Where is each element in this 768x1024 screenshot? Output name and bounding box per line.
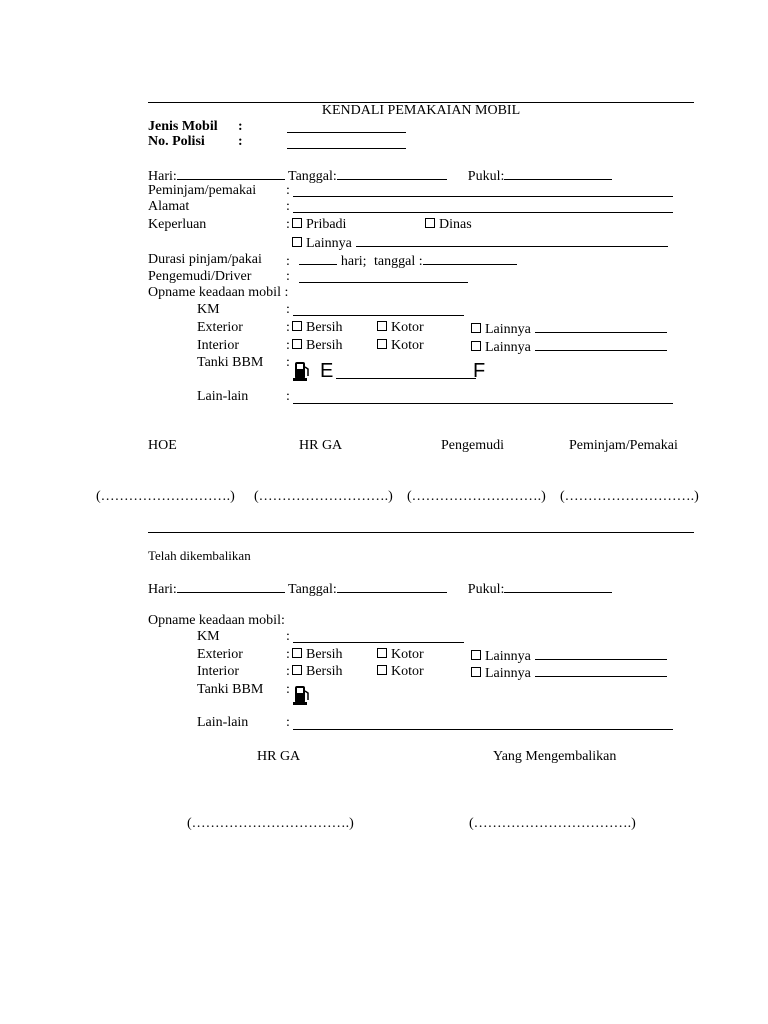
keperluan-label: Keperluan [148,217,207,232]
checkbox-icon[interactable] [471,650,481,660]
return-exterior-kotor[interactable]: Kotor [377,647,424,663]
checkbox-icon[interactable] [471,667,481,677]
lainlain-field[interactable] [293,403,673,404]
return-exterior-lainnya-field[interactable] [535,647,667,660]
tanggal-field[interactable] [337,167,447,180]
checkbox-icon[interactable] [377,665,387,675]
return-km-field[interactable] [293,642,464,643]
tanggal-label: Tanggal: [288,169,337,184]
lainnya-field[interactable] [356,234,668,247]
checkbox-icon[interactable] [377,339,387,349]
tanggal-label: Tanggal: [288,582,337,597]
peminjam-field[interactable] [293,196,673,197]
lainlain-colon: : [286,389,290,404]
checkbox-icon[interactable] [471,323,481,333]
interior-kotor[interactable]: Kotor [377,338,424,354]
jenis-mobil-colon: : [238,119,243,134]
checkbox-icon[interactable] [377,321,387,331]
lainnya-label: Lainnya [306,236,352,251]
return-lainlain-label: Lain-lain [197,715,249,730]
return-exterior-lainnya[interactable]: Lainnya [471,647,667,665]
dinas-label: Dinas [439,217,472,232]
return-exterior-label: Exterior [197,647,243,662]
km-label: KM [197,302,220,317]
exterior-label: Exterior [197,320,243,335]
return-date-row [148,580,612,598]
pukul-label: Pukul: [467,582,505,597]
durasi-days-field[interactable] [299,252,337,265]
return-exterior-colon: : [286,647,290,662]
interior-lainnya-field[interactable] [535,338,667,351]
checkbox-icon[interactable] [292,648,302,658]
return-interior-bersih[interactable]: Bersih [292,664,343,680]
hari-unit: hari; [340,254,367,269]
fuel-full-marker: F [473,360,486,382]
option-dinas[interactable] [425,217,472,233]
no-polisi-colon: : [238,134,243,149]
tanki-colon: : [286,355,290,370]
fuel-gauge-line[interactable] [336,378,476,379]
fuel-empty-marker: E [320,360,334,382]
sig-title-hrga: HR GA [299,438,343,453]
exterior-bersih[interactable]: Bersih [292,320,343,336]
return-interior-kotor[interactable]: Kotor [377,664,424,680]
sig-line-peminjam[interactable]: (……………………….) [560,489,699,504]
return-opname-label: Opname keadaan mobil: [148,613,285,628]
return-hari-field[interactable] [177,580,285,593]
tanki-label: Tanki BBM [197,355,264,370]
return-km-colon: : [286,629,290,644]
checkbox-icon[interactable] [292,218,302,228]
keperluan-colon: : [286,217,290,232]
durasi-label: Durasi pinjam/pakai [148,252,262,267]
peminjam-colon: : [286,183,290,198]
return-lainlain-colon: : [286,715,290,730]
jenis-mobil-field[interactable] [287,132,406,133]
km-field[interactable] [293,315,464,316]
jenis-mobil-label: Jenis Mobil [148,119,218,134]
exterior-kotor[interactable]: Kotor [377,320,424,336]
section-divider [148,532,694,533]
durasi-colon: : [286,254,290,269]
km-colon: : [286,302,290,317]
return-sig-line-yang[interactable]: (…………………………….) [469,816,636,831]
checkbox-icon[interactable] [292,339,302,349]
alamat-field[interactable] [293,212,673,213]
checkbox-icon[interactable] [292,321,302,331]
return-sig-line-hrga[interactable]: (…………………………….) [187,816,354,831]
lainlain-label: Lain-lain [197,389,249,404]
return-interior-lainnya[interactable]: Lainnya [471,664,667,682]
return-km-label: KM [197,629,220,644]
return-lainlain-field[interactable] [293,729,673,730]
form-title: KENDALI PEMAKAIAN MOBIL [321,103,521,118]
interior-colon: : [286,338,290,353]
hari-field[interactable] [177,167,285,180]
return-sig-title-yang: Yang Mengembalikan [493,749,617,764]
hari-label: Hari: [148,169,177,184]
hari-label: Hari: [148,582,177,597]
sig-line-pengemudi[interactable]: (……………………….) [407,489,546,504]
exterior-lainnya-field[interactable] [535,320,667,333]
checkbox-icon[interactable] [292,237,302,247]
fuel-pump-icon [291,360,313,382]
return-tanki-colon: : [286,682,290,697]
sig-line-hoe[interactable]: (……………………….) [96,489,235,504]
peminjam-label: Peminjam/pemakai [148,183,257,198]
checkbox-icon[interactable] [377,648,387,658]
pribadi-label: Pribadi [306,217,347,232]
return-tanki-label: Tanki BBM [197,682,264,697]
return-exterior-bersih[interactable]: Bersih [292,647,343,663]
opname-label: Opname keadaan mobil : [148,285,289,300]
interior-label: Interior [197,338,239,353]
checkbox-icon[interactable] [425,218,435,228]
no-polisi-field[interactable] [287,148,406,149]
fuel-pump-icon [291,684,313,706]
durasi-tanggal-field[interactable] [423,252,517,265]
return-tanggal-field[interactable] [337,580,447,593]
alamat-colon: : [286,199,290,214]
pengemudi-label: Pengemudi/Driver [148,269,252,284]
pengemudi-colon: : [286,269,290,284]
durasi-row [286,252,517,270]
tanggal-lower-label: tanggal : [374,254,423,269]
pengemudi-field[interactable] [299,282,468,283]
return-sig-title-hrga: HR GA [257,749,301,764]
sig-title-hoe: HOE [148,438,177,453]
interior-lainnya[interactable]: Lainnya [471,338,667,356]
checkbox-icon[interactable] [292,665,302,675]
return-interior-lainnya-field[interactable] [535,664,667,677]
sig-title-pengemudi: Pengemudi [441,438,504,453]
alamat-label: Alamat [148,199,190,214]
pukul-field[interactable] [504,167,612,180]
sig-line-hrga[interactable]: (……………………….) [254,489,393,504]
interior-bersih[interactable]: Bersih [292,338,343,354]
option-lainnya[interactable] [292,234,668,252]
no-polisi-label: No. Polisi [148,134,205,149]
exterior-colon: : [286,320,290,335]
pukul-label: Pukul: [467,169,505,184]
return-pukul-field[interactable] [504,580,612,593]
exterior-lainnya[interactable]: Lainnya [471,320,667,338]
returned-title: Telah dikembalikan [148,548,251,563]
return-interior-colon: : [286,664,290,679]
checkbox-icon[interactable] [471,341,481,351]
return-interior-label: Interior [197,664,239,679]
option-pribadi[interactable] [292,217,346,233]
sig-title-peminjam: Peminjam/Pemakai [569,438,678,453]
